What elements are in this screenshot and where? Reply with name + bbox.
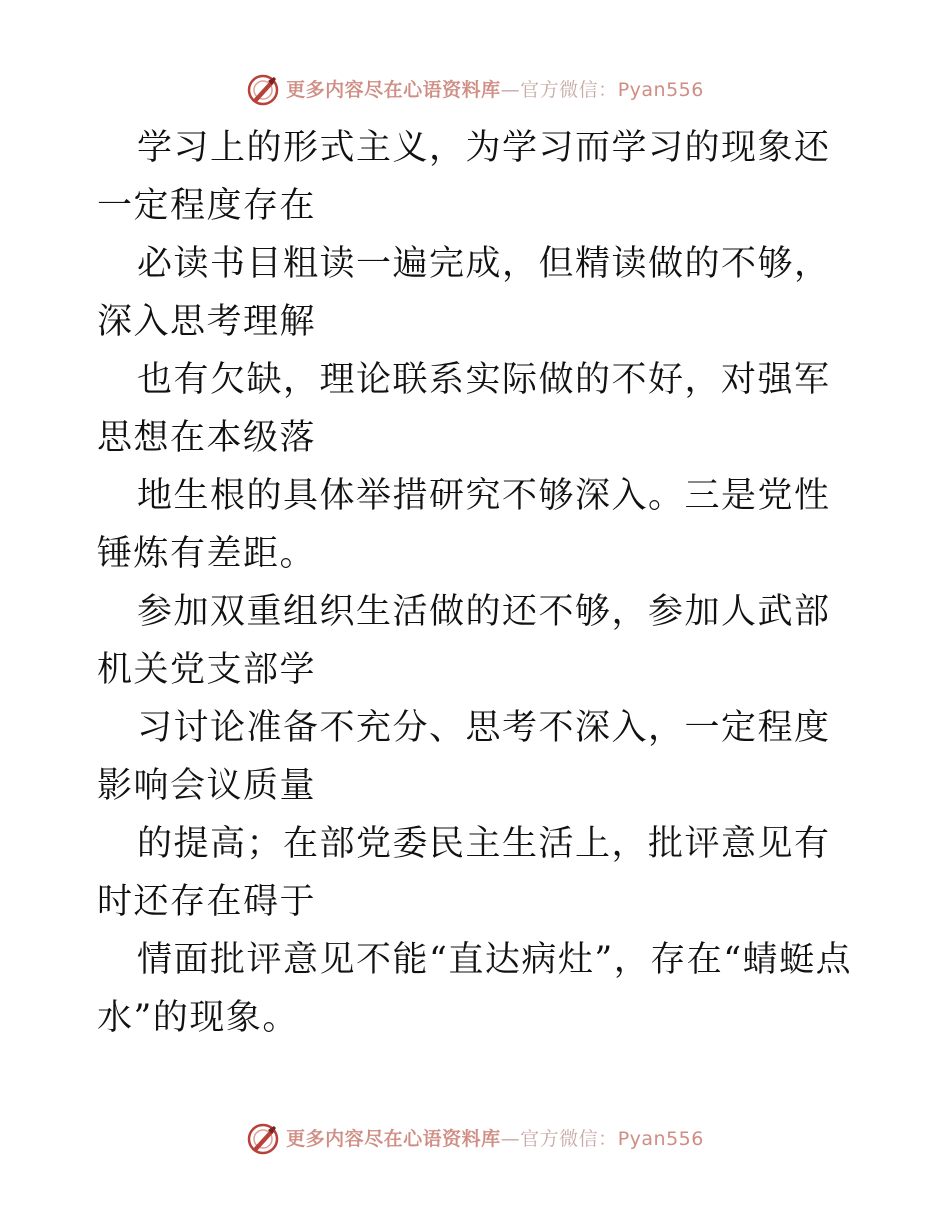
paragraph: 也有欠缺，理论联系实际做的不好，对强军思想在本级落 [97, 360, 831, 458]
footer-banner-title: 更多内容尽在心语资料库 [286, 1127, 501, 1150]
quill-pen-logo-icon [246, 73, 280, 107]
footer-banner-text [286, 1127, 704, 1150]
paragraph: 地生根的具体举措研究不够深入。三是党性锤炼有差距。 [97, 476, 831, 574]
paragraph: 的提高；在部党委民主生活上，批评意见有时还存在碍于 [97, 824, 831, 922]
header-wechat-label: 官方微信： [520, 78, 618, 101]
header-banner [0, 70, 950, 110]
paragraph: 学习上的形式主义，为学习而学习的现象还一定程度存在 [97, 128, 831, 226]
header-banner-separator: — [500, 78, 521, 101]
quill-pen-logo-icon [246, 1122, 280, 1156]
paragraph: 情面批评意见不能“直达病灶”，存在“蜻蜓点水”的现象。 [97, 940, 853, 1038]
paragraph: 习讨论准备不充分、思考不深入，一定程度影响会议质量 [97, 708, 831, 806]
document-body [97, 119, 857, 1047]
paragraph: 必读书目粗读一遍完成，但精读做的不够，深入思考理解 [97, 244, 831, 342]
header-banner-text [286, 78, 704, 101]
footer-banner [0, 1119, 950, 1159]
footer-banner-separator: — [500, 1127, 521, 1150]
footer-wechat-id: Pyan556 [617, 1127, 704, 1150]
footer-wechat-label: 官方微信： [520, 1127, 618, 1150]
header-wechat-id: Pyan556 [617, 78, 704, 101]
header-banner-title: 更多内容尽在心语资料库 [286, 78, 501, 101]
paragraph: 参加双重组织生活做的还不够，参加人武部机关党支部学 [97, 592, 831, 690]
